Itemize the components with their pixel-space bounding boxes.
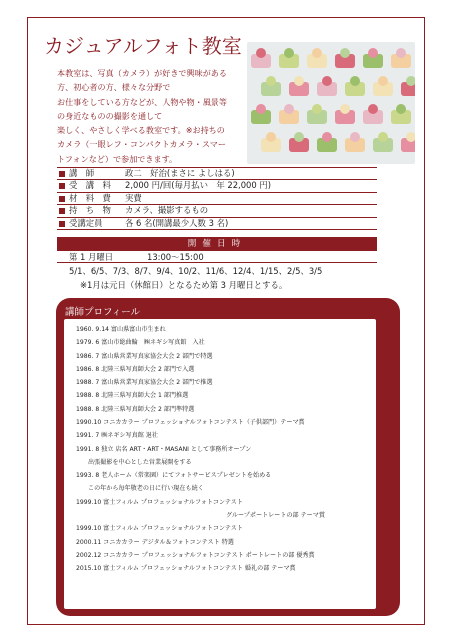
dessert-topping xyxy=(396,48,406,58)
profile-item: 1986. 7 富山県営業写真家協会大会 2 部門で特選 xyxy=(76,352,213,360)
profile-item: 1999.10 富士フィルム プロフェッショナルフォトコンテスト xyxy=(76,525,243,533)
dessert-topping xyxy=(294,76,304,86)
profile-item: 2000.11 コニカカラー デジタル＆フォトコンテスト 特選 xyxy=(76,538,234,546)
intro-line: お仕事をしている方などが、人物や物・風景等 xyxy=(57,96,227,107)
dessert-topping xyxy=(312,104,322,114)
dessert-topping xyxy=(284,48,294,58)
dessert-topping xyxy=(256,104,266,114)
profile-item: 1991. 7 ㈱ネギシ写真館 退社 xyxy=(76,432,158,440)
info-row xyxy=(57,167,377,180)
intro-line: 方、初心者の方、様々な分野で xyxy=(57,82,171,93)
dessert-topping xyxy=(340,104,350,114)
profile-panel xyxy=(56,298,400,616)
profile-list xyxy=(76,323,325,575)
profile-item: 1979. 6 富山市総曲輪 ㈱ネギシ写真館 入社 xyxy=(76,339,205,347)
profile-item: 出張撮影を中心とした営業展開をする xyxy=(88,458,192,466)
profile-item: 1986. 8 北陸三県写真師大会 2 部門で入選 xyxy=(76,365,195,373)
dessert-topping xyxy=(396,104,406,114)
info-value: カメラ、撮影するもの xyxy=(125,205,209,216)
profile-title: 講師プロフィール xyxy=(65,307,141,318)
profile-item: 1988. 8 北陸三県写真師大会 2 部門準特選 xyxy=(76,405,195,413)
intro-line: の身近なものの撮影を通して xyxy=(57,110,163,121)
bullet-square-icon xyxy=(59,221,65,227)
dessert-topping xyxy=(322,132,332,142)
schedule-day-label: 第 1 月曜日 xyxy=(69,252,114,262)
dessert-topping xyxy=(256,48,266,58)
info-label: 持 ち 物 xyxy=(69,205,111,216)
dessert-topping xyxy=(284,104,294,114)
info-value: 政二 好治(まさに よしはる) xyxy=(125,168,235,178)
info-row xyxy=(57,205,377,217)
dessert-topping xyxy=(322,76,332,86)
profile-item: 1988. 7 富山県営業写真家協会大会 2 部門で推選 xyxy=(76,379,213,387)
profile-item: 1990.10 コニカカラー プロフェッショナルフォトコンテスト（子供部門）テーマ賞 xyxy=(76,418,305,426)
dessert-topping xyxy=(266,76,276,86)
info-row xyxy=(57,180,377,192)
schedule-dates: 5/1、6/5、7/3、8/7、9/4、10/2、11/6、12/4、1/15、2/5、3/5 xyxy=(69,266,323,276)
info-label: 講 師 xyxy=(69,168,95,178)
profile-item: 1999.10 富士フィルム プロフェッショナルフォトコンテスト xyxy=(76,498,243,506)
info-table xyxy=(57,167,377,230)
profile-box xyxy=(64,319,376,609)
profile-item: 1993. 8 老人ホーム（常楽園）にてフォトサービスプレゼントを始める xyxy=(76,472,272,480)
schedule-time: 13:00～15:00 xyxy=(147,252,204,262)
profile-item: 1960. 9.14 富山県富山市生まれ xyxy=(76,326,166,333)
profile-item: 1991. 8 独立 店名 ART・ART・MASANI として事務所オープン xyxy=(76,445,252,453)
intro-line: 本教室は、写真（カメラ）が好きで興味がある xyxy=(57,68,227,78)
intro-line: 楽しく、やさしく学べる教室です。※お持ちの xyxy=(57,125,225,136)
profile-item: 1988. 8 北陸三県写真師大会 1 部門推選 xyxy=(76,392,189,400)
info-value: 各 6 名(開講最少人数 3 名) xyxy=(125,217,229,228)
dessert-photo xyxy=(247,42,415,164)
profile-item: 2002.12 コニカカラー プロフェッショナルフォトコンテスト ポートレートの部 優秀賞 xyxy=(76,551,315,559)
intro-text xyxy=(57,66,247,166)
info-row xyxy=(57,218,377,230)
dessert-topping xyxy=(294,132,304,142)
bullet-square-icon xyxy=(59,208,65,214)
dessert-topping xyxy=(368,48,378,58)
info-value: 2,000 円/回(毎月払い 年 22,000 円) xyxy=(125,180,271,191)
bullet-square-icon xyxy=(59,171,65,177)
schedule-heading: 開催日時 xyxy=(57,237,377,251)
dessert-topping xyxy=(368,104,378,114)
dessert-topping xyxy=(312,48,322,58)
page-title: カジュアルフォト教室 xyxy=(44,34,242,58)
bullet-square-icon xyxy=(59,183,65,189)
dessert-topping xyxy=(340,48,350,58)
intro-line: カメラ（一眼レフ・コンパクトカメラ・スマー xyxy=(57,139,226,150)
info-label: 受講定員 xyxy=(69,217,103,228)
profile-item: グループポートレートの部 テーマ賞 xyxy=(226,511,325,519)
info-value: 実費 xyxy=(125,192,142,203)
dessert-topping xyxy=(350,132,360,142)
schedule-note: ※1月は元日（休館日）となるため第 3 月曜日とする。 xyxy=(80,280,288,290)
info-label: 材 料 費 xyxy=(69,192,111,203)
profile-item: この年から毎年敬老の日に行い現在も続く xyxy=(88,485,204,493)
dessert-topping xyxy=(378,76,388,86)
dessert-topping xyxy=(378,132,388,142)
bullet-square-icon xyxy=(59,196,65,202)
info-label: 受 講 料 xyxy=(69,180,111,191)
info-row xyxy=(57,193,377,205)
dessert-topping xyxy=(266,132,276,142)
intro-line: トフォンなど）で参加できます。 xyxy=(57,153,178,164)
schedule-time-row xyxy=(57,251,377,263)
dessert-topping xyxy=(350,76,360,86)
profile-item: 2015.10 富士フィルム プロフェッショナルフォトコンテスト 婚礼の部 テーマ賞 xyxy=(76,565,296,573)
